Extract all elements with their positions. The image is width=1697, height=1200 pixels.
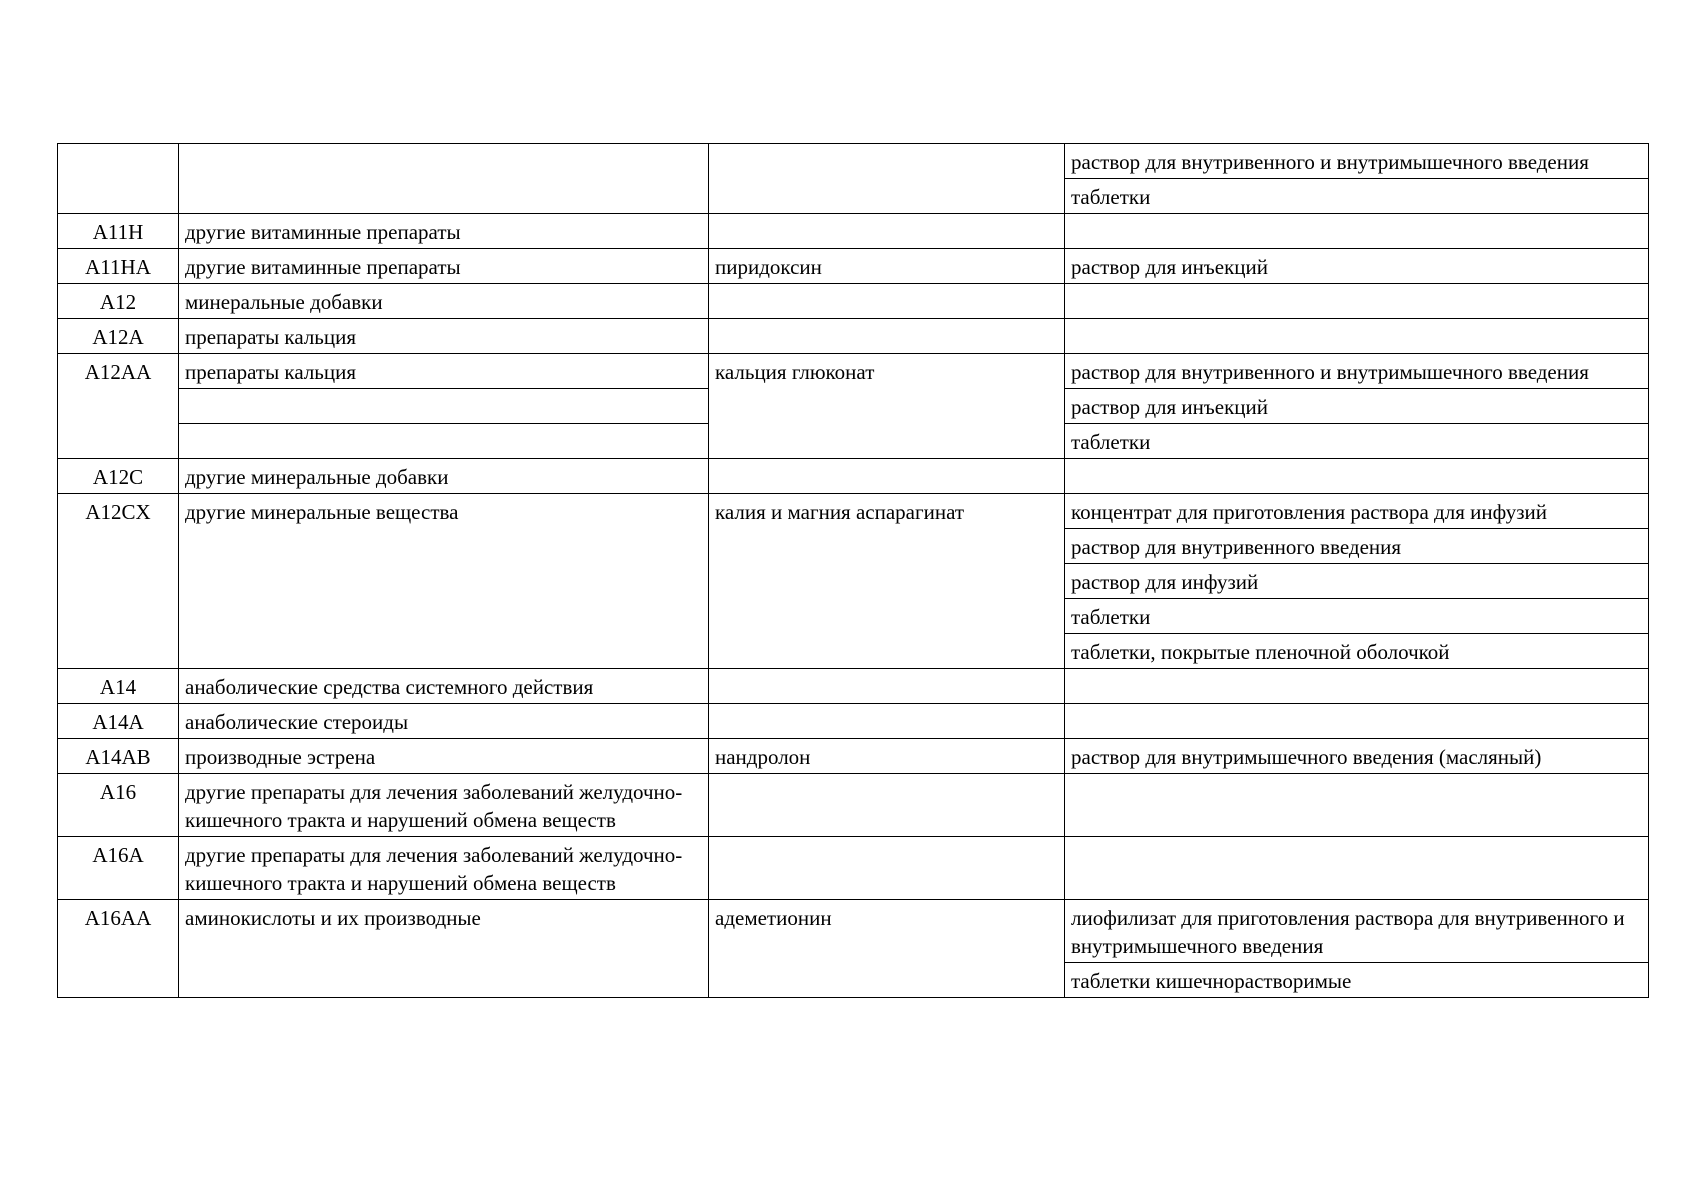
- drug-cell: адеметионин: [709, 900, 1065, 998]
- atc-code-cell: A14A: [58, 704, 179, 739]
- table-row: [58, 774, 1649, 837]
- form-cell: [1065, 774, 1649, 837]
- group-cell-empty: [179, 389, 709, 424]
- table-row: [58, 319, 1649, 354]
- atc-code-cell: A11HA: [58, 249, 179, 284]
- drug-cell: нандролон: [709, 739, 1065, 774]
- form-cell: раствор для инъекций: [1065, 249, 1649, 284]
- table-row: [58, 739, 1649, 774]
- table-row: [58, 704, 1649, 739]
- atc-code-cell: A16A: [58, 837, 179, 900]
- drug-cell: кальция глюконат: [709, 354, 1065, 459]
- drug-cell: [709, 214, 1065, 249]
- drug-cell: [709, 144, 1065, 214]
- form-cell: раствор для внутримышечного введения (масляный): [1065, 739, 1649, 774]
- atc-code-cell: A14AB: [58, 739, 179, 774]
- atc-code-cell: A14: [58, 669, 179, 704]
- form-cell: [1065, 669, 1649, 704]
- form-cell: раствор для внутривенного и внутримышечного введения: [1065, 144, 1649, 179]
- table-row: [58, 354, 1649, 389]
- group-cell-empty: [179, 424, 709, 459]
- group-cell: минеральные добавки: [179, 284, 709, 319]
- table-row: [58, 459, 1649, 494]
- group-cell: другие минеральные вещества: [179, 494, 709, 669]
- form-cell: концентрат для приготовления раствора для инфузий: [1065, 494, 1649, 529]
- atc-code-cell: A12: [58, 284, 179, 319]
- form-cell: [1065, 704, 1649, 739]
- drug-cell: калия и магния аспарагинат: [709, 494, 1065, 669]
- drug-cell: [709, 774, 1065, 837]
- atc-code-cell: A11H: [58, 214, 179, 249]
- table-row: [58, 669, 1649, 704]
- table-row: [58, 249, 1649, 284]
- form-cell: раствор для инъекций: [1065, 389, 1649, 424]
- group-cell: другие минеральные добавки: [179, 459, 709, 494]
- drug-table: [57, 143, 1649, 998]
- table-row: [58, 837, 1649, 900]
- drug-cell: [709, 459, 1065, 494]
- group-cell: препараты кальция: [179, 354, 709, 389]
- group-cell: другие витаминные препараты: [179, 214, 709, 249]
- table-row: [58, 214, 1649, 249]
- drug-cell: [709, 319, 1065, 354]
- group-cell: анаболические стероиды: [179, 704, 709, 739]
- form-cell: [1065, 837, 1649, 900]
- form-cell: [1065, 319, 1649, 354]
- table-row: [58, 494, 1649, 529]
- form-cell: [1065, 284, 1649, 319]
- form-cell: таблетки: [1065, 599, 1649, 634]
- group-cell: другие витаминные препараты: [179, 249, 709, 284]
- drug-cell: пиридоксин: [709, 249, 1065, 284]
- group-cell: другие препараты для лечения заболеваний желудочно-кишечного тракта и нарушений обмена веществ: [179, 837, 709, 900]
- group-cell: препараты кальция: [179, 319, 709, 354]
- group-cell: другие препараты для лечения заболеваний желудочно-кишечного тракта и нарушений обмена веществ: [179, 774, 709, 837]
- atc-code-cell: A16AA: [58, 900, 179, 998]
- form-cell: таблетки, покрытые пленочной оболочкой: [1065, 634, 1649, 669]
- atc-code-cell: A12A: [58, 319, 179, 354]
- group-cell: производные эстрена: [179, 739, 709, 774]
- group-cell: анаболические средства системного действия: [179, 669, 709, 704]
- form-cell: раствор для инфузий: [1065, 564, 1649, 599]
- atc-code-cell: A16: [58, 774, 179, 837]
- drug-cell: [709, 669, 1065, 704]
- form-cell: таблетки: [1065, 424, 1649, 459]
- form-cell: [1065, 214, 1649, 249]
- table-row: [58, 900, 1649, 963]
- atc-code-cell: A12C: [58, 459, 179, 494]
- form-cell: лиофилизат для приготовления раствора для внутривенного и внутримышечного введения: [1065, 900, 1649, 963]
- atc-code-cell: A12CX: [58, 494, 179, 669]
- table-row: [58, 284, 1649, 319]
- group-cell: [179, 144, 709, 214]
- form-cell: раствор для внутривенного и внутримышечного введения: [1065, 354, 1649, 389]
- drug-cell: [709, 704, 1065, 739]
- group-cell: аминокислоты и их производные: [179, 900, 709, 998]
- drug-cell: [709, 284, 1065, 319]
- form-cell: таблетки: [1065, 179, 1649, 214]
- atc-code-cell: A12AA: [58, 354, 179, 459]
- form-cell: раствор для внутривенного введения: [1065, 529, 1649, 564]
- table-row: [58, 144, 1649, 179]
- form-cell: таблетки кишечнорастворимые: [1065, 963, 1649, 998]
- drug-cell: [709, 837, 1065, 900]
- form-cell: [1065, 459, 1649, 494]
- atc-code-cell: [58, 144, 179, 214]
